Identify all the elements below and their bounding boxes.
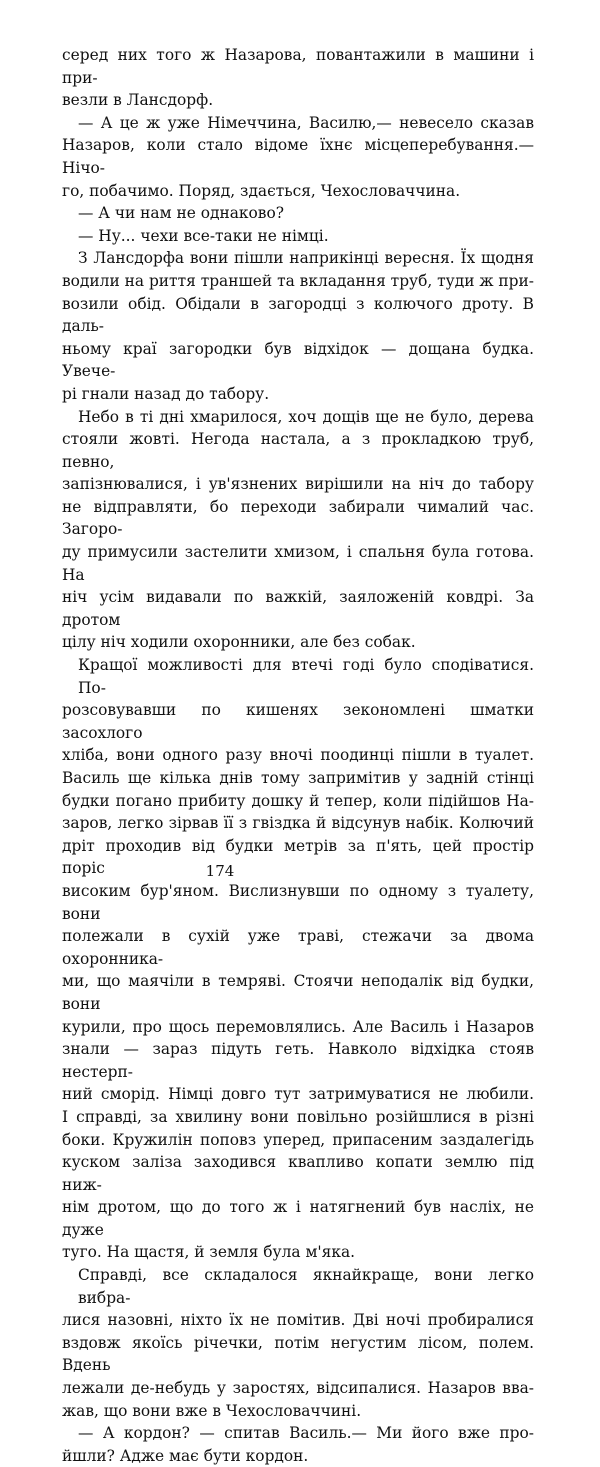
text-line: везли в Лансдорф.	[62, 91, 214, 110]
text-line: го, побачимо. Поряд, здається, Чехословаччина.	[62, 181, 461, 200]
text-line: нім дротом, що до того ж і натягнений був насліх, не дуже	[62, 1198, 534, 1239]
text-line: — А чи нам не однаково?	[78, 204, 284, 223]
text-line: не відправляти, бо переходи забирали чималий час. Загоро-	[62, 497, 534, 539]
text-line: Василь ще кілька днів тому запримітив у задній стінці	[62, 769, 534, 787]
paragraph	[62, 247, 534, 405]
paragraph	[62, 112, 534, 202]
paragraph	[62, 202, 534, 225]
text-line: водили на риття траншей та вкладання труб, туди ж при-	[62, 271, 534, 290]
text-line: — А це ж уже Німеччина, Василю,— невесело сказав	[78, 113, 534, 132]
text-line: Кращої можливості для втечі годі було сподіватися. По-	[78, 656, 534, 697]
text-line: йшли? Адже має бути кордон.	[62, 1446, 309, 1465]
text-line: жав, що вони вже в Чехословаччині.	[62, 1401, 362, 1420]
text-line: стояли жовті. Негода настала, а з прокладкою труб, певно,	[62, 430, 534, 471]
paragraph	[62, 1264, 534, 1422]
text-line: цілу ніч ходили охоронники, але без собак.	[62, 633, 416, 652]
text-line: лежали де-небудь у заростях, відсипалися. Назаров вва-	[62, 1379, 534, 1398]
text-line: заров, легко зірвав її з гвіздка й відсунув набік. Колючий	[62, 814, 534, 833]
text-line: ний сморід. Німці довго тут затримуватися не любили.	[62, 1085, 534, 1104]
paragraph	[62, 44, 534, 112]
text-line: боки. Кружилін поповз уперед, припасеним заздалегідь	[62, 1130, 534, 1149]
paragraph	[62, 1422, 534, 1467]
text-line: серед них того ж Назарова, повантажили в машини і при-	[62, 46, 534, 87]
text-line: запізнювалися, і ув'язнених вирішили на ніч до табору	[62, 475, 534, 494]
text-line: хліба, вони одного разу вночі поодинці пішли в туалет.	[62, 746, 534, 765]
text-line: куском заліза заходився квапливо копати землю під ниж-	[62, 1153, 534, 1194]
text-line: туго. На щастя, й земля була м'яка.	[62, 1243, 356, 1262]
text-line: возили обід. Обідали в загородці з колючого дроту. В даль-	[62, 294, 534, 336]
paragraph	[62, 654, 534, 1264]
text-line: І справді, за хвилину вони повільно розійшлися в різні	[62, 1107, 534, 1126]
text-line: дріт проходив від будки метрів за п'ять, цей простір поріс	[62, 836, 534, 878]
text-line: полежали в сухій уже траві, стежачи за двома охоронника-	[62, 927, 534, 968]
text-line: знали — зараз підуть геть. Навколо відхідка стояв нестерп-	[62, 1040, 534, 1081]
text-line: курили, про щось перемовлялись. Але Василь і Назаров	[62, 1017, 534, 1036]
text-line: будки погано прибиту дошку й тепер, коли підійшов На-	[62, 791, 534, 810]
text-line: високим бур'яном. Вислизнувши по одному з туалету, вони	[62, 881, 534, 923]
text-line: рі гнали назад до табору.	[62, 384, 270, 403]
text-line: ду примусили застелити хмизом, і спальня була готова. На	[62, 543, 534, 584]
page-text	[62, 44, 534, 1467]
paragraph	[62, 225, 534, 248]
text-line: розсовувавши по кишенях зекономлені шматки засохлого	[62, 701, 534, 742]
text-line: лися назовні, ніхто їх не помітив. Дві ночі пробиралися	[62, 1311, 534, 1330]
text-line: Небо в ті дні хмарилося, хоч дощів ще не було, дерева	[78, 407, 534, 426]
text-line: — А кордон? — спитав Василь.— Ми його вже про-	[78, 1424, 534, 1443]
page-number: 174	[205, 862, 235, 880]
paragraph	[62, 406, 534, 655]
text-line: ніч усім видавали по важкій, заяложеній ковдрі. За дротом	[62, 588, 534, 629]
text-line: З Лансдорфа вони пішли наприкінці вересня. Їх щодня	[78, 249, 534, 268]
text-line: ми, що маячіли в темряві. Стоячи неподалік від будки, вони	[62, 972, 534, 1013]
text-line: — Ну... чехи все-таки не німці.	[78, 226, 329, 245]
text-line: вздовж якоїсь річечки, потім негустим лісом, полем. Вдень	[62, 1333, 534, 1375]
text-line: Справді, все складалося якнайкраще, вони легко вибра-	[78, 1266, 534, 1307]
text-line: ньому краї загородки був відхідок — дощана будка. Увече-	[62, 339, 534, 381]
text-line: Назаров, коли стало відоме їхнє місцеперебування.— Нічо-	[62, 136, 534, 177]
